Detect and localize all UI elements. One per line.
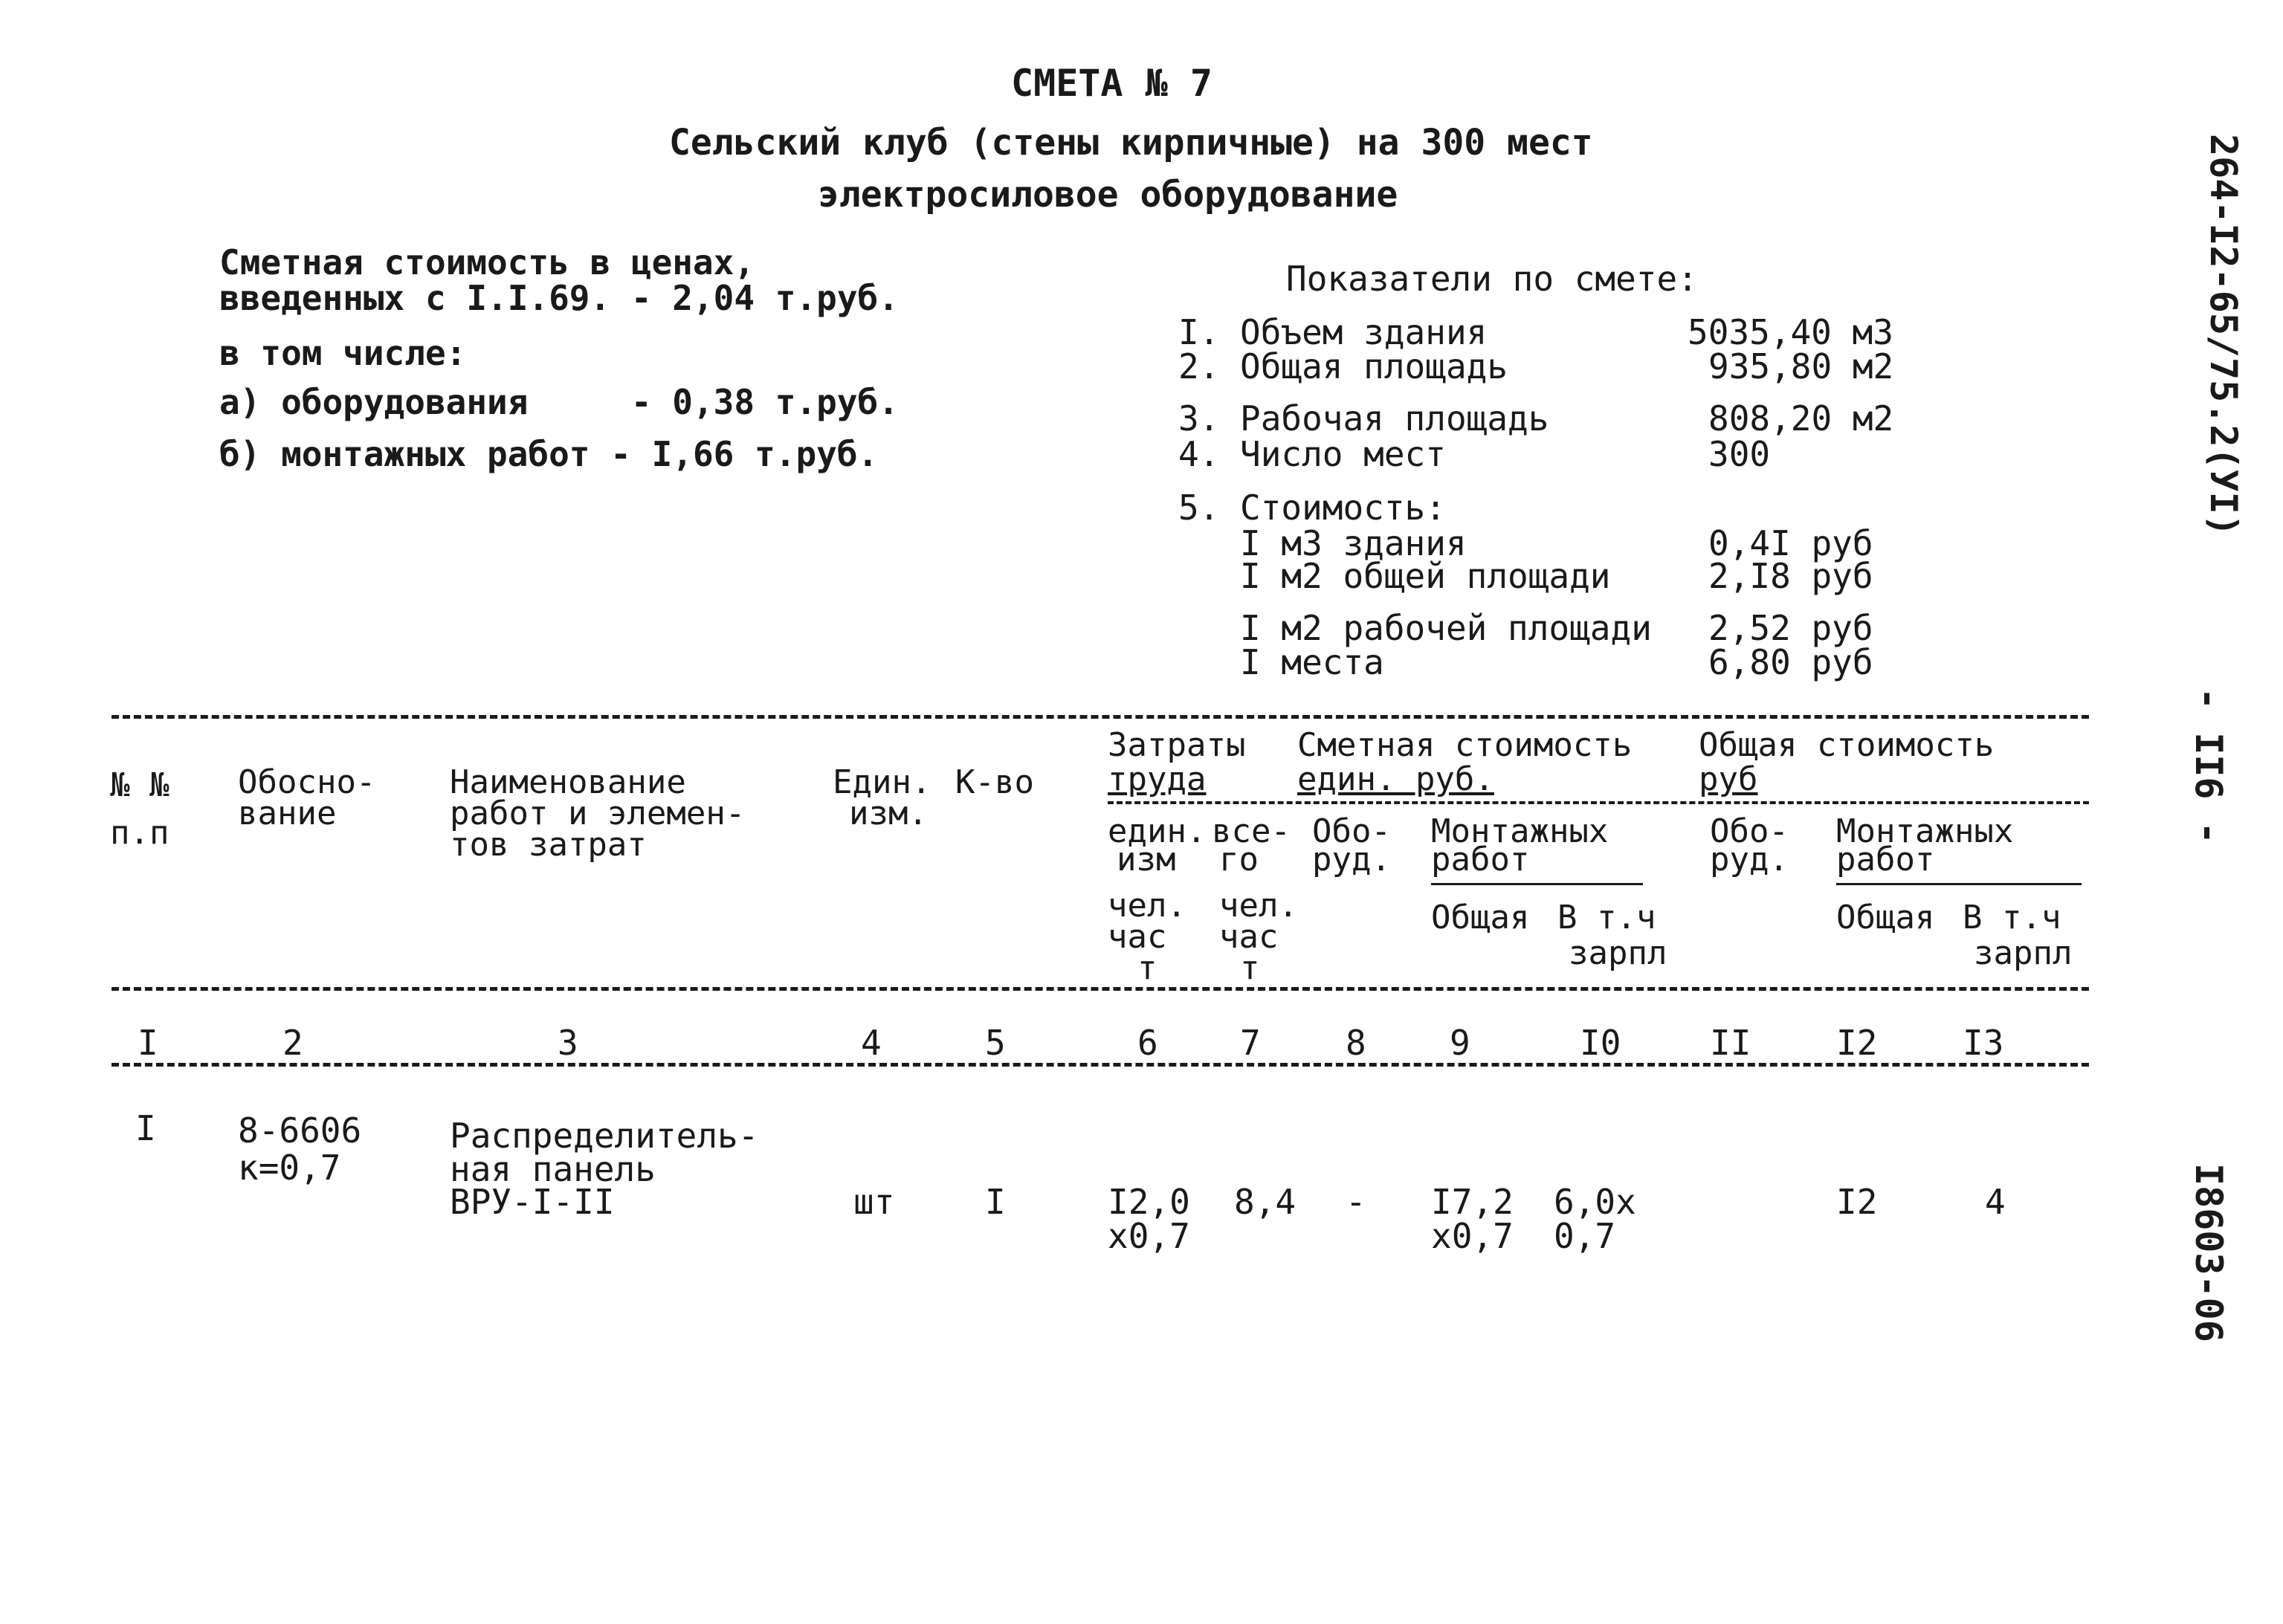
header-labor-total: час (1219, 918, 1279, 956)
indicator-label: Рабочая площадь (1240, 398, 1549, 439)
cost-line-1: Сметная стоимость в ценах, (219, 242, 755, 282)
header-estimate: един. руб. (1297, 760, 1494, 798)
column-number: 2 (282, 1023, 303, 1063)
row-installation-wage: 6,0х (1554, 1182, 1636, 1222)
indicator-sub-label: I м2 рабочей площади (1240, 608, 1652, 648)
row-labor-unit: х0,7 (1108, 1216, 1190, 1256)
row-name: Распределитель- (450, 1116, 759, 1156)
installation-underline (1431, 883, 1643, 885)
indicator-num: 4. (1178, 434, 1220, 474)
header-total: руб (1699, 760, 1758, 798)
header-estimate: Сметная стоимость (1297, 726, 1633, 764)
indicator-label: Объем здания (1240, 312, 1488, 352)
header-labor: труда (1108, 760, 1207, 798)
indicator-value: 300 (1708, 434, 1771, 474)
row-total-installation: I2 (1836, 1182, 1878, 1222)
indicator-sub-label: I м3 здания (1240, 523, 1467, 563)
header-installation: работ (1431, 841, 1530, 879)
row-quantity: I (985, 1182, 1006, 1222)
table-top-rule (112, 715, 2089, 719)
header-labor-unit: изм (1117, 841, 1176, 879)
column-number-rule (112, 1063, 2089, 1067)
indicator-label: Стоимость: (1240, 488, 1446, 528)
indicator-num: 2. (1178, 346, 1220, 386)
cost-installation: б) монтажных работ - I,66 т.руб. (219, 434, 879, 474)
row-labor-total: 8,4 (1234, 1182, 1297, 1222)
header-labor-total: чел. (1219, 887, 1298, 925)
row-basis: к=0,7 (238, 1148, 341, 1188)
row-installation-total: х0,7 (1431, 1216, 1514, 1256)
page-number: - II6 - (2187, 688, 2230, 844)
indicator-value: 808,20 м2 (1708, 398, 1894, 439)
row-name: ВРУ-I-II (450, 1182, 615, 1222)
header-unit: Един. (833, 763, 931, 801)
indicator-sub-value: 6,80 руб (1708, 642, 1873, 682)
header-labor-unit: чел. (1108, 887, 1186, 925)
header-installation-wage: зарпл (1569, 934, 1667, 972)
indicator-sub-label: I м2 общей площади (1240, 556, 1611, 596)
indicator-sub-value: 2,I8 руб (1708, 556, 1873, 596)
row-equipment: - (1346, 1182, 1366, 1222)
row-unit: шт (853, 1182, 895, 1222)
row-basis: 8-6606 (238, 1110, 362, 1151)
header-total-installation-total: Общая (1836, 899, 1935, 936)
cost-including: в том числе: (219, 333, 467, 373)
column-number: 6 (1137, 1023, 1158, 1063)
header-labor-total: го (1219, 841, 1259, 879)
indicator-sub-label: I места (1240, 642, 1384, 682)
header-num: № № (110, 766, 169, 804)
total-installation-underline (1836, 883, 2082, 885)
header-bottom-rule (112, 987, 2089, 991)
header-equip: Обо- (1312, 812, 1391, 850)
cost-equipment: а) оборудования - 0,38 т.руб. (219, 382, 899, 422)
header-total-installation: Монтажных (1836, 812, 2014, 850)
column-number: I2 (1836, 1023, 1878, 1063)
header-labor-unit: един. (1108, 812, 1207, 850)
column-number: 8 (1346, 1023, 1366, 1063)
header-labor: Затраты (1108, 726, 1246, 764)
indicator-num: I. (1178, 312, 1220, 352)
row-name: ная панель (450, 1149, 656, 1189)
indicator-num: 5. (1178, 488, 1220, 528)
cost-line-2: введенных с I.I.69. - 2,04 т.руб. (219, 278, 899, 318)
document-subtitle: Сельский клуб (стены кирпичные) на 300 мест (669, 122, 1593, 164)
indicator-value: 5035,40 м3 (1688, 312, 1893, 352)
column-number: 9 (1450, 1023, 1470, 1063)
header-total-installation-wage: В т.ч (1963, 899, 2061, 936)
document-code: 264-I2-65/75.2(УI) (2202, 134, 2245, 537)
column-number: I (138, 1023, 158, 1063)
header-name: работ и элемен- (450, 795, 746, 832)
header-quantity: К-во (955, 763, 1034, 801)
header-labor-total: все- (1212, 812, 1291, 850)
header-basis: вание (238, 795, 337, 832)
header-labor-unit: т (1137, 949, 1157, 987)
header-sub-rule (1108, 801, 2089, 804)
header-equip: руд. (1312, 841, 1391, 879)
header-installation-wage: В т.ч (1557, 899, 1656, 936)
column-number: I3 (1963, 1023, 2004, 1063)
header-basis: Обосно- (238, 763, 376, 801)
column-number: 5 (985, 1023, 1006, 1063)
header-installation-total: Общая (1431, 899, 1530, 936)
header-name: тов затрат (450, 826, 647, 864)
header-installation: Монтажных (1431, 812, 1609, 850)
header-labor-total: т (1240, 949, 1260, 987)
header-name: Наименование (450, 763, 686, 801)
row-num: I (135, 1108, 156, 1148)
archive-number: I8603-06 (2187, 1163, 2230, 1342)
row-labor-unit: I2,0 (1108, 1182, 1190, 1222)
column-number: 4 (861, 1023, 882, 1063)
header-labor-unit: час (1108, 918, 1167, 956)
header-total-installation: работ (1836, 841, 1935, 879)
header-total-equip: Обо- (1710, 812, 1789, 850)
indicator-sub-value: 2,52 руб (1708, 608, 1873, 648)
header-unit: изм. (849, 795, 928, 832)
indicator-num: 3. (1178, 398, 1220, 439)
header-total-equip: руд. (1710, 841, 1789, 879)
column-number: 3 (558, 1023, 578, 1063)
column-number: I0 (1580, 1023, 1621, 1063)
indicator-label: Общая площадь (1240, 346, 1508, 386)
indicator-label: Число мест (1240, 434, 1446, 474)
header-total-installation-wage: зарпл (1974, 934, 2073, 972)
indicators-heading: Показатели по смете: (1286, 259, 1698, 299)
document-title: СМЕТА № 7 (1011, 62, 1212, 105)
column-number: II (1710, 1023, 1751, 1063)
document-subtitle-2: электросиловое оборудование (818, 174, 1398, 216)
column-number: 7 (1240, 1023, 1261, 1063)
indicator-value: 935,80 м2 (1708, 346, 1894, 386)
row-installation-total: I7,2 (1431, 1182, 1514, 1222)
indicator-sub-value: 0,4I руб (1708, 523, 1873, 563)
header-total: Общая стоимость (1699, 726, 1995, 764)
row-total-wage: 4 (1985, 1182, 2006, 1222)
header-num: п.п (110, 814, 169, 852)
row-installation-wage: 0,7 (1554, 1216, 1616, 1256)
